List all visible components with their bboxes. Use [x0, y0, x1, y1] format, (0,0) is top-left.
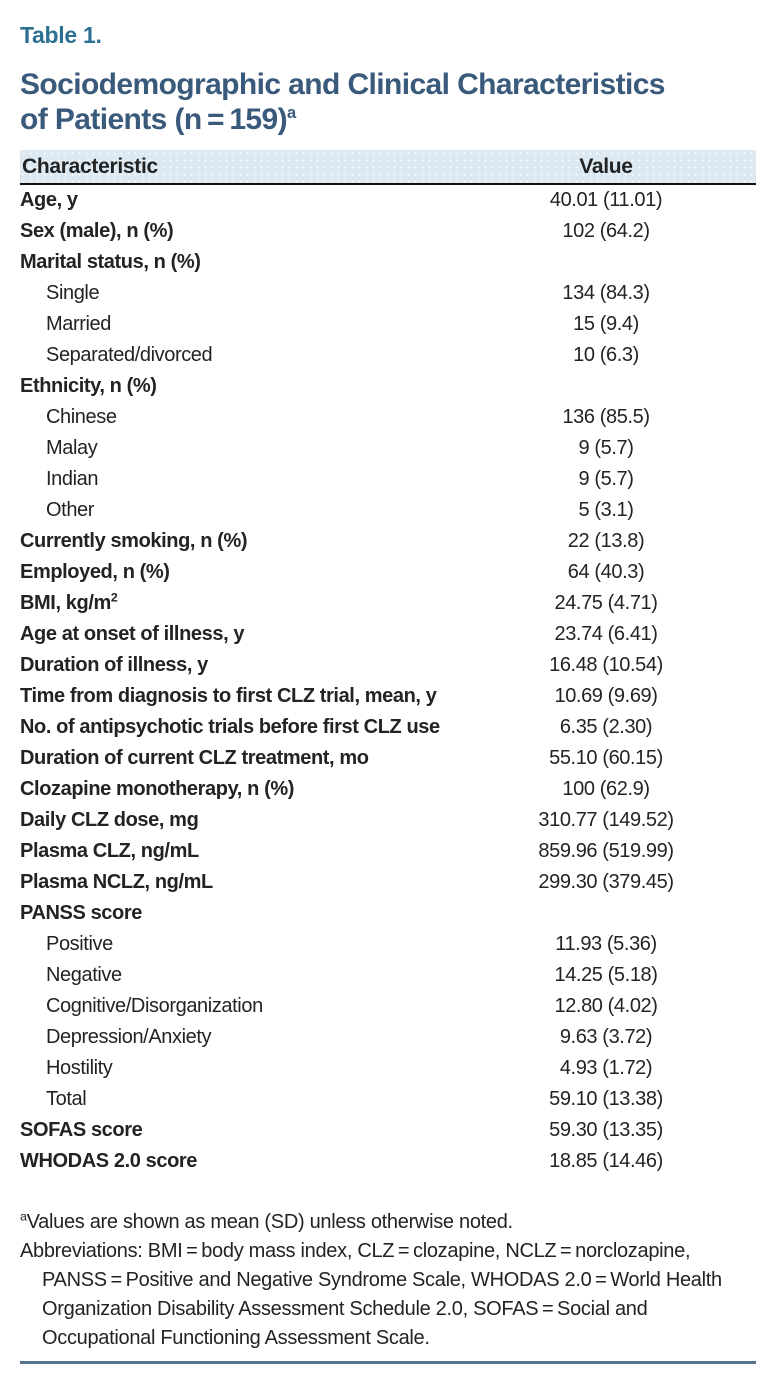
table-row: [20, 712, 756, 743]
footnote-abbreviations: Abbreviations: BMI = body mass index, CLZ = clozapine, NCLZ = norclozapine, PANSS = Positive and Negative Syndrome Scale, WHODAS 2.0 = World Health Organization Disability Assessment Schedule 2.0, SOFAS = Social and Occupational Functioning Assessment Scale.: [20, 1240, 722, 1349]
table-row: [20, 278, 756, 309]
row-label: Hostility: [46, 1057, 113, 1079]
row-label: Currently smoking, n (%): [20, 530, 248, 552]
row-label: Negative: [46, 964, 122, 986]
row-label: Time from diagnosis to first CLZ trial, mean, y: [20, 685, 437, 707]
row-label: WHODAS 2.0 score: [20, 1150, 197, 1172]
row-value: 40.01 (11.01): [549, 189, 663, 211]
row-value: 14.25 (5.18): [554, 964, 658, 986]
row-value: 22 (13.8): [567, 530, 645, 552]
row-value: 59.30 (13.35): [549, 1119, 663, 1141]
row-label: Employed, n (%): [20, 561, 170, 583]
row-label: Duration of illness, y: [20, 654, 208, 676]
table-title-line-1: Sociodemographic and Clinical Characteristics: [20, 68, 665, 101]
footnote-values-text: Values are shown as mean (SD) unless otherwise noted.: [26, 1211, 513, 1233]
row-value: 24.75 (4.71): [554, 592, 658, 614]
row-label: Daily CLZ dose, mg: [20, 809, 199, 831]
row-value: 100 (62.9): [562, 778, 650, 800]
table-row: [20, 1053, 756, 1084]
row-value: 16.48 (10.54): [549, 654, 663, 676]
row-label: No. of antipsychotic trials before first CLZ use: [20, 716, 440, 738]
table-title-line-2-text: of Patients (n = 159): [20, 103, 287, 136]
row-value: 55.10 (60.15): [549, 747, 663, 769]
table-row: [20, 247, 756, 278]
row-value: 59.10 (13.38): [549, 1088, 663, 1110]
row-label: BMI, $kg/m^2$: [20, 590, 118, 614]
table-row: [20, 216, 756, 247]
row-label-superscript: 2: [110, 590, 118, 605]
footnote-marker: a: [20, 1209, 27, 1224]
row-label: Single: [46, 282, 100, 304]
table-row: [20, 774, 756, 805]
row-value: 12.80 (4.02): [554, 995, 658, 1017]
table-header-row: [20, 150, 756, 185]
table-row: [20, 340, 756, 371]
row-value: 15 (9.4): [573, 313, 639, 335]
row-value: 10 (6.3): [573, 344, 639, 366]
row-label: Sex (male), n (%): [20, 220, 174, 242]
row-label: Age at onset of illness, y: [20, 623, 245, 645]
row-value: 102 (64.2): [562, 220, 650, 242]
table-row: [20, 805, 756, 836]
table-row: [20, 1022, 756, 1053]
table-row: [20, 1146, 756, 1177]
table-row: [20, 743, 756, 774]
table-row: [20, 1115, 756, 1146]
row-label: Chinese: [46, 406, 117, 428]
row-value: 10.69 (9.69): [554, 685, 658, 707]
row-label: Separated/divorced: [46, 344, 213, 366]
table-row: [20, 619, 756, 650]
table-row: [20, 991, 756, 1022]
row-value: 6.35 (2.30): [559, 716, 653, 738]
row-label: Ethnicity, n (%): [20, 375, 157, 397]
table-row: [20, 557, 756, 588]
row-label: Marital status, n (%): [20, 251, 201, 273]
table-row: [20, 929, 756, 960]
table-row: [20, 309, 756, 340]
table-title: [20, 67, 756, 137]
row-label: PANSS score: [20, 902, 142, 924]
row-value: 9 (5.7): [578, 468, 634, 490]
row-value: 11.93 (5.36): [555, 933, 657, 955]
table-title-line-2: [20, 102, 756, 137]
row-value: 23.74 (6.41): [554, 623, 658, 645]
table-footnotes: [20, 1208, 756, 1353]
row-value: 4.93 (1.72): [559, 1057, 653, 1079]
row-value: 134 (84.3): [562, 282, 650, 304]
table-row: [20, 464, 756, 495]
row-label: Plasma CLZ, ng/mL: [20, 840, 199, 862]
table-row: [20, 433, 756, 464]
row-value: 9 (5.7): [578, 437, 634, 459]
row-label: Plasma NCLZ, ng/mL: [20, 871, 213, 893]
table-row: [20, 402, 756, 433]
row-label: Malay: [46, 437, 98, 459]
table-row: [20, 836, 756, 867]
table-row: [20, 898, 756, 929]
column-header-value: Value: [579, 154, 633, 178]
table-row: [20, 371, 756, 402]
table-row: [20, 185, 756, 216]
table-row: [20, 960, 756, 991]
bottom-rule: [20, 1361, 756, 1364]
row-value: 64 (40.3): [567, 561, 645, 583]
row-label: Other: [46, 499, 95, 521]
table-row: [20, 495, 756, 526]
row-label: SOFAS score: [20, 1119, 143, 1141]
table-row: [20, 681, 756, 712]
column-header-characteristic: Characteristic: [22, 154, 158, 178]
table-row: [20, 867, 756, 898]
table-row: [20, 526, 756, 557]
table-title-footnote-marker: a: [286, 104, 296, 122]
table-row: [20, 650, 756, 681]
row-value: 9.63 (3.72): [559, 1026, 653, 1048]
table-row: [20, 588, 756, 619]
row-value: 310.77 (149.52): [538, 809, 674, 831]
table-number: Table 1.: [20, 22, 102, 48]
row-label: Indian: [46, 468, 99, 490]
row-label: Total: [46, 1088, 87, 1110]
row-label: Married: [46, 313, 111, 335]
row-value: 136 (85.5): [562, 406, 650, 428]
row-label: Depression/Anxiety: [46, 1026, 212, 1048]
row-label: Duration of current CLZ treatment, mo: [20, 747, 369, 769]
row-label: Age, y: [20, 189, 78, 211]
row-value: 5 (3.1): [578, 499, 634, 521]
table-row: [20, 1084, 756, 1115]
footnote-values-note: [20, 1208, 756, 1237]
row-value: 18.85 (14.46): [549, 1150, 663, 1172]
row-label: Cognitive/Disorganization: [46, 995, 263, 1017]
row-value: 859.96 (519.99): [538, 840, 674, 862]
row-label: Positive: [46, 933, 113, 955]
row-value: 299.30 (379.45): [538, 871, 674, 893]
row-label: Clozapine monotherapy, n (%): [20, 778, 294, 800]
table-body: [20, 185, 756, 1177]
